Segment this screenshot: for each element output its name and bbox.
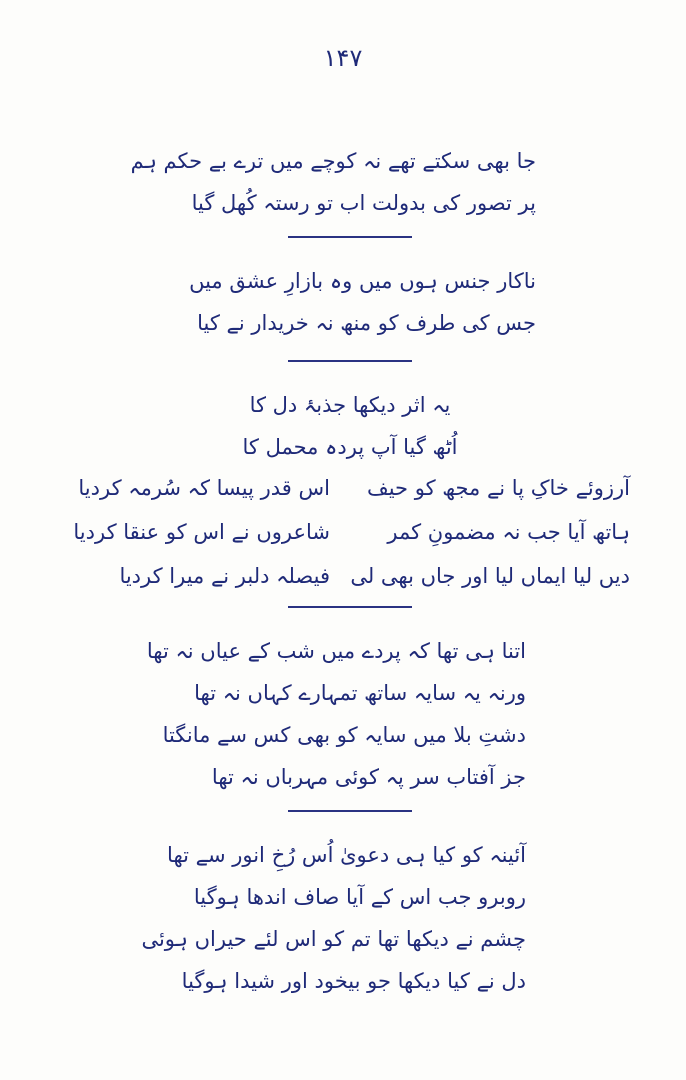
section-divider: [288, 606, 412, 608]
hemistich-first: آرزوئے خاکِ پا نے مجھ کو حیف: [366, 476, 630, 500]
verse-line: جس کی طرف کو منھ نہ خریدار نے کیا: [197, 311, 536, 335]
couplet-block: [70, 466, 630, 598]
hemistich-second: شاعروں نے اس کو عنقا کردیا: [73, 520, 330, 544]
hemistich-second: فیصلہ دلبر نے میرا کردیا: [119, 564, 330, 588]
couplet-row: [70, 510, 630, 554]
verse-line: چشم نے دیکھا تھا تم کو اس لئے حیراں ہوئی: [141, 927, 526, 951]
verse-line: دل نے کیا دیکھا جو بیخود اور شیدا ہوگیا: [181, 969, 526, 993]
hemistich-first: دیں لیا ایماں لیا اور جاں بھی لی: [350, 564, 630, 588]
hemistich-first: ہاتھ آیا جب نہ مضمونِ کمر: [387, 520, 630, 544]
verse-line: ورنہ یہ سایہ ساتھ تمہارے کہاں نہ تھا: [194, 681, 526, 705]
stanza-2: [156, 260, 536, 344]
verse-line: روبرو جب اس کے آیا صاف اندھا ہوگیا: [193, 885, 526, 909]
verse-line: اتنا ہی تھا کہ پردے میں شب کے عیاں نہ تھا: [146, 639, 526, 663]
verse-line: جا بھی سکتے تھے نہ کوچے میں ترے بے حکم ہم: [130, 149, 536, 173]
section-divider: [288, 360, 412, 362]
verse-line: جز آفتاب سر پہ کوئی مہرباں نہ تھا: [211, 765, 526, 789]
section-divider: [288, 810, 412, 812]
couplet-row: [70, 466, 630, 510]
verse-line: یہ اثر دیکھا جذبۂ دل کا: [249, 393, 451, 417]
verse-line: دشتِ بلا میں سایہ کو بھی کس سے مانگتا: [162, 723, 526, 747]
verse-line: ناکار جنس ہوں میں وہ بازارِ عشق میں: [189, 269, 536, 293]
hemistich-second: اس قدر پیسا کہ سُرمہ کردیا: [78, 476, 330, 500]
verse-line: اُٹھ گیا آپ پردہ محمل کا: [242, 435, 458, 459]
stanza-3: [200, 384, 500, 468]
couplet-row: [70, 554, 630, 598]
verse-line: آئینہ کو کیا ہی دعویٰ اُس رُخِ انور سے تھا: [167, 843, 526, 867]
verse-line: پر تصور کی بدولت اب تو رستہ کُھل گیا: [191, 191, 536, 215]
stanza-4: [146, 630, 526, 798]
stanza-1: [130, 140, 536, 224]
section-divider: [288, 236, 412, 238]
stanza-5: [141, 834, 526, 1002]
page-number: ۱۴۷: [323, 44, 363, 72]
